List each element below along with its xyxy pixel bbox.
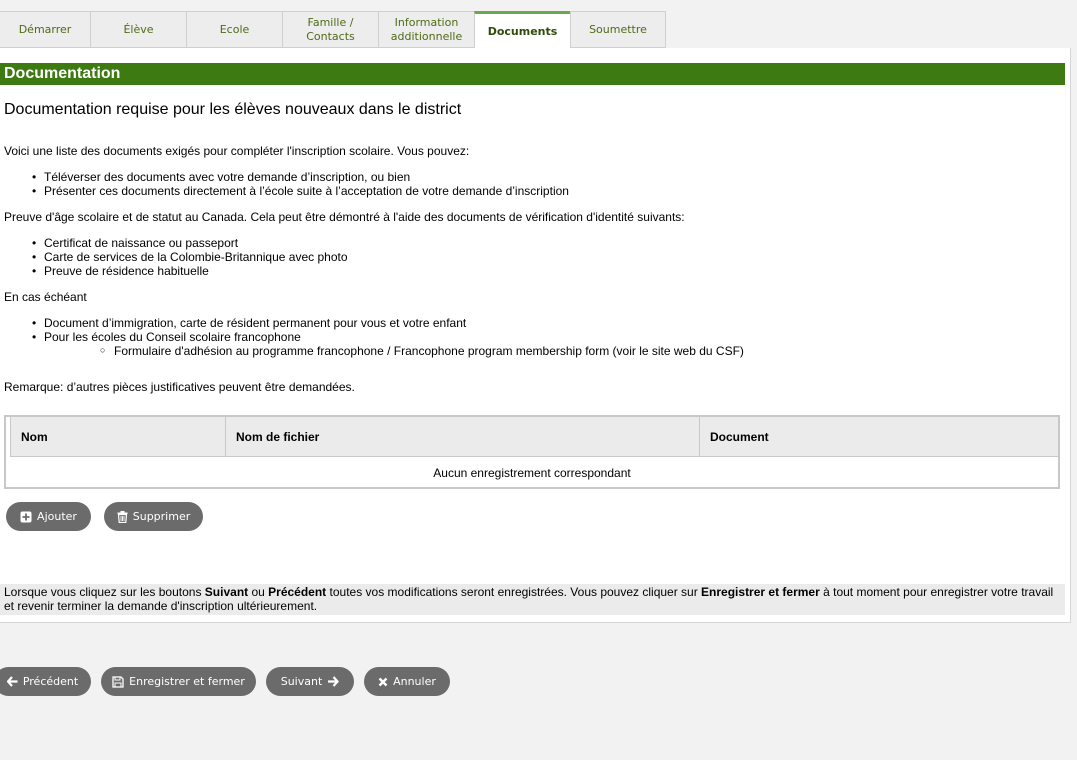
previous-button-label: Précédent [22,675,79,688]
tab-demarrer[interactable] [0,11,90,48]
previous-button[interactable] [0,667,91,696]
tab-label-line: additionnelle [390,29,463,43]
tab-label-line: Information [394,15,459,29]
tab-label: Documents [487,24,558,38]
floppy-disk-icon [112,676,124,688]
column-header-nom[interactable]: Nom [21,430,48,444]
plus-square-icon [20,511,32,523]
list-item: • Carte de services de la Colombie-Britannique avec photo [44,250,348,264]
arrow-right-icon [327,676,339,687]
list-item: • Document d’immigration, carte de résident permanent pour vous et votre enfant [44,316,466,330]
close-icon [378,677,388,687]
save-close-button[interactable] [101,667,256,696]
tab-label-line: Famille / [307,15,354,29]
save-close-button-label: Enregistrer et fermer [129,675,245,688]
note-text: Lorsque vous cliquez sur les boutons [4,585,205,599]
next-button-label: Suivant [280,675,323,688]
proof-text: Preuve d'âge scolaire et de statut au Canada. Cela peut être démontré à l'aide des documents de vérification d'identité suivants: [4,210,685,224]
note-bold-text: Précédent [268,585,327,599]
tab-information-additionnelle[interactable] [378,11,474,48]
note-text: à tout moment pour enregistrer votre travail et revenir terminer la demande d'inscription ultérieurement. [4,585,1054,613]
tab-documents[interactable] [474,11,570,49]
list-item: • Pour les écoles du Conseil scolaire francophone [44,330,301,344]
tab-ecole[interactable] [186,11,282,48]
tab-eleve[interactable] [90,11,186,48]
save-info-note [0,584,1065,615]
section-subtitle: Documentation requise pour les élèves nouveaux dans le district [4,101,462,118]
wizard-tabs [0,11,666,48]
add-button[interactable] [6,502,91,531]
tab-soumettre[interactable] [570,11,666,48]
tab-label: Élève [123,22,154,36]
delete-button-label: Supprimer [132,510,191,523]
note-text: toutes vos modifications seront enregistrées. Vous pouvez cliquer sur [326,585,702,599]
delete-button[interactable] [104,502,203,531]
note-text: ou [248,585,269,599]
list-item: • Certificat de naissance ou passeport [44,236,238,250]
cancel-button[interactable] [364,667,450,696]
sub-list-item: ○ Formulaire d'adhésion au programme francophone / Francophone program membership form (voir le site web du CSF) [114,344,744,358]
column-header-document[interactable]: Document [699,417,1059,457]
tab-famille-contacts[interactable] [282,11,378,48]
note-bold-text: Enregistrer et fermer [701,585,820,599]
if-applicable-text: En cas échéant [4,290,87,304]
list-item: • Présenter ces documents directement à l’école suite à l’acceptation de votre demande d’inscription [44,184,569,198]
list-item: • Téléverser des documents avec votre demande d’inscription, ou bien [44,170,410,184]
list-item: • Preuve de résidence habituelle [44,264,209,278]
intro-text: Voici une liste des documents exigés pour compléter l'inscription scolaire. Vous pouvez: [4,144,470,158]
arrow-left-icon [7,676,18,687]
cancel-button-label: Annuler [393,675,436,688]
table-empty-message: Aucun enregistrement correspondant [433,466,631,480]
tab-label [391,16,462,44]
add-button-label: Ajouter [37,510,77,523]
documents-table [4,415,1060,489]
section-title: Documentation [0,63,1065,85]
tab-label: Ecole [219,22,250,36]
next-button[interactable] [266,667,354,696]
tab-label: Soumettre [589,22,647,36]
column-header-nom-de-fichier[interactable]: Nom de fichier [225,417,699,457]
tab-label-line: Contacts [306,29,355,43]
tab-label [306,16,355,44]
documents-panel [0,48,1071,623]
table-header [10,417,1058,457]
note-bold-text: Suivant [204,585,249,599]
tab-label: Démarrer [18,22,72,36]
remark-text: Remarque: d’autres pièces justificatives peuvent être demandées. [4,380,355,394]
trash-icon [117,511,128,523]
